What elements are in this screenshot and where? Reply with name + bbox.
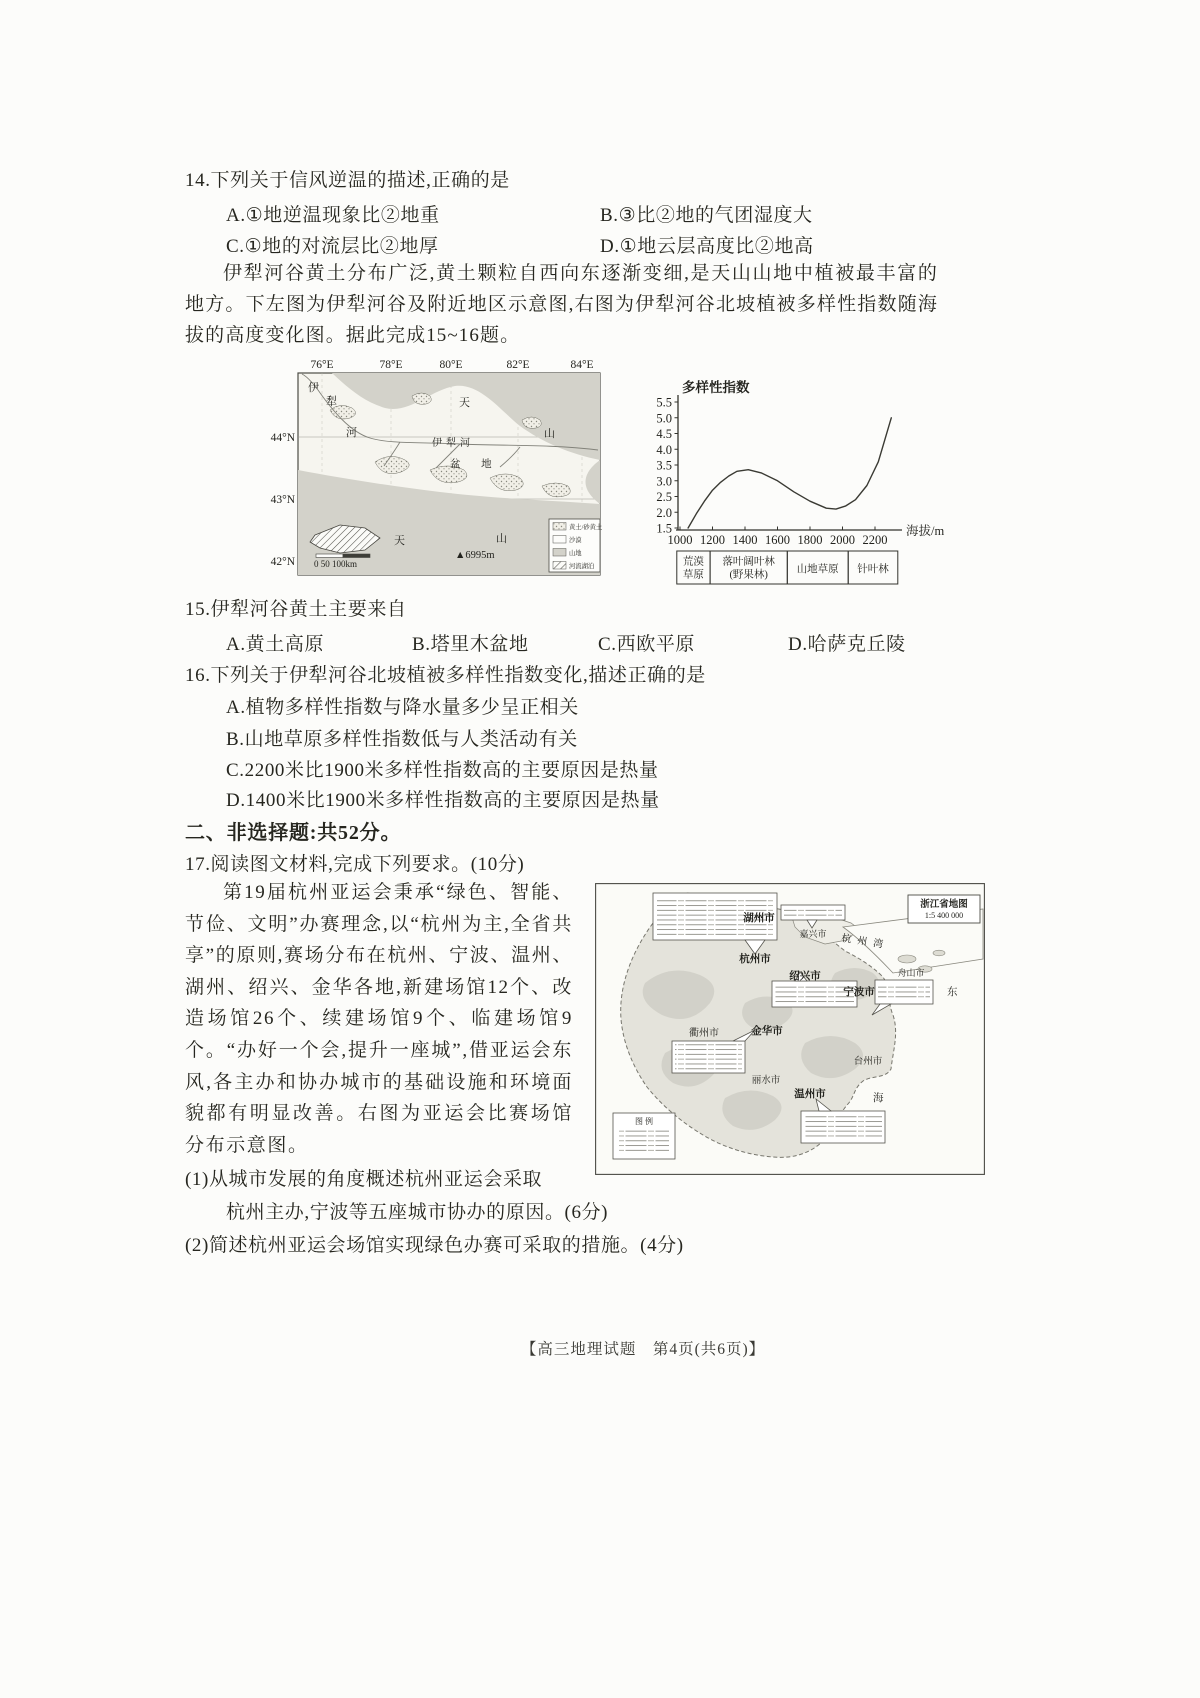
lon-label: 76°E [310,359,334,371]
chart-axes [656,379,944,547]
q15-option-b: B.塔里木盆地 [412,634,529,655]
svg-text:1400: 1400 [732,533,758,547]
q14-stem: 14.下列关于信风逆温的描述,正确的是 [185,170,510,191]
city-label-zhoushan: 舟山市 [897,968,925,978]
city-label-jinhua: 金华市 [751,1026,783,1037]
map1-legend [549,519,603,572]
sea-label-dong: 东 [947,987,958,998]
q15-stem: 15.伊犁河谷黄土主要来自 [185,599,407,620]
tianshan-south-label: 天 [394,535,405,547]
svg-text:4.0: 4.0 [656,442,672,457]
svg-text:3.0: 3.0 [656,474,672,489]
figure-diversity-chart [612,348,947,598]
lon-label: 80°E [439,359,463,371]
yili-river-char: 伊 [308,382,319,394]
map2-title: 浙江省地图 [920,900,968,910]
lon-label: 84°E [570,359,594,371]
q17-stem: 17.阅读图文材料,完成下列要求。(10分) [185,854,525,875]
svg-text:1200: 1200 [700,533,725,547]
svg-text:5.5: 5.5 [656,395,672,410]
lat-label: 44°N [270,432,295,444]
page-footer: 【高三地理试题 第4页(共6页)】 [520,1341,766,1358]
q15-option-d: D.哈萨克丘陵 [788,634,906,655]
svg-text:3.5: 3.5 [656,458,672,473]
svg-text:1600: 1600 [765,533,790,547]
city-label-huzhou: 湖州市 [743,913,775,924]
yili-river-char: 河 [346,427,357,439]
map2-scale: 1:5 400 000 [924,911,964,920]
map2-legend [613,1113,675,1159]
legend-item: 山地 [569,550,582,557]
q16-option-c: C.2200米比1900米多样性指数高的主要原因是热量 [226,760,659,781]
legend-item: 沙漠 [569,537,582,544]
diversity-chart-svg [612,348,947,593]
peak-label: ▲6995m [455,550,495,561]
tianshan-south-label: 山 [496,533,507,545]
svg-text:1000: 1000 [667,533,693,547]
legend-item: 河流湖泊 [569,563,595,570]
basin-label: 盆 地 [450,459,501,470]
lon-label: 82°E [506,359,530,371]
city-label-hangzhou: 杭州市 [739,954,771,965]
tianshan-label: 山 [544,428,555,440]
city-label-jiaxing: 嘉兴市 [799,929,827,939]
city-label-shaoxing: 绍兴市 [789,971,821,982]
chart-curve [688,418,891,528]
q14-option-b: B.③比②地的气团湿度大 [600,205,813,226]
section-2-heading: 二、非选择题:共52分。 [185,822,402,844]
map2-legend-title: 图 例 [635,1117,653,1126]
svg-text:2200: 2200 [862,533,888,547]
q17-sub1-line2: 杭州主办,宁波等五座城市协办的原因。(6分) [226,1202,609,1223]
yili-river-label: 伊犁河 [432,438,474,449]
city-label-ningbo: 宁波市 [843,987,875,998]
lon-label: 78°E [379,359,403,371]
svg-text:(野果林): (野果林) [729,569,768,581]
svg-text:山地草原: 山地草原 [796,564,839,575]
q16-option-a: A.植物多样性指数与降水量多少呈正相关 [226,697,579,718]
lat-label: 42°N [270,556,295,568]
svg-text:海拔/m: 海拔/m [906,524,945,538]
zhejiang-map-svg [595,883,985,1175]
bay-label: 杭州湾 [840,933,890,952]
yili-river-char: 犁 [326,396,337,408]
svg-text:1.5: 1.5 [656,521,672,536]
q14-option-d: D.①地云层高度比②地高 [600,236,814,257]
svg-text:5.0: 5.0 [656,411,672,426]
q15-option-c: C.西欧平原 [598,634,696,655]
city-label-quzhou: 衢州市 [689,1028,719,1039]
legend-item: 黄土/砂黄土 [569,524,603,531]
city-label-wenzhou: 温州市 [794,1089,826,1100]
q15-option-a: A.黄土高原 [226,634,325,655]
q16-stem: 16.下列关于伊犁河谷北坡植被多样性指数变化,描述正确的是 [185,665,706,686]
svg-text:多样性指数: 多样性指数 [682,380,750,395]
city-label-taizhou: 台州市 [853,1057,883,1067]
q16-option-b: B.山地草原多样性指数低与人类活动有关 [226,729,578,750]
figure-yili-map [270,350,610,592]
svg-text:落叶阔叶林: 落叶阔叶林 [722,556,775,568]
lat-label: 43°N [270,494,295,506]
yili-map-svg [270,350,610,587]
passage-15-16: 伊犁河谷黄土分布广泛,黄土颗粒自西向东逐渐变细,是天山山地中植被最丰富的地方。下左图为伊犁河谷及附近地区示意图,右图为伊犁河谷北坡植被多样性指数随海拔的高度变化图。据此完成15~16题。 [185,263,938,346]
chart-zone-table [677,551,898,584]
svg-text:草原: 草原 [682,569,704,581]
svg-text:2.0: 2.0 [656,505,672,520]
map2-title-box [908,895,980,923]
q17-sub1-line1: (1)从城市发展的角度概述杭州亚运会采取 [185,1169,543,1190]
lat-labels [271,432,296,568]
svg-text:2.5: 2.5 [656,490,672,504]
q14-option-c: C.①地的对流层比②地厚 [226,236,439,257]
q14-option-a: A.①地逆温现象比②地重 [226,205,440,226]
svg-text:1800: 1800 [797,533,823,547]
q16-option-d: D.1400米比1900米多样性指数高的主要原因是热量 [226,790,660,811]
scale-label: 0 50 100km [314,559,358,569]
q17-sub2: (2)简述杭州亚运会场馆实现绿色办赛可采取的措施。(4分) [185,1235,684,1256]
city-label-lishui: 丽水市 [751,1076,781,1086]
svg-text:荒漠: 荒漠 [682,556,704,568]
svg-text:2000: 2000 [830,533,855,547]
sea-label-hai: 海 [873,1093,884,1104]
q17-material: 第19届杭州亚运会秉承“绿色、智能、节俭、文明”办赛理念,以“杭州为主,全省共享”的原则,赛场分布在杭州、宁波、温州、湖州、绍兴、金华各地,新建场馆12个、改造场馆26个、续建场馆9个、临建场馆9个。“办好一个会,提升一座城”,借亚运会东风,各主办和协办城市的基础设施和环境面貌都有明显改善。右图为亚运会比赛场馆分布示意图。 [185,882,573,1156]
svg-text:针叶林: 针叶林 [857,564,889,575]
tianshan-label: 天 [459,397,470,409]
svg-text:4.5: 4.5 [656,427,672,441]
lon-labels [310,359,593,371]
figure-zhejiang-map [595,883,985,1180]
